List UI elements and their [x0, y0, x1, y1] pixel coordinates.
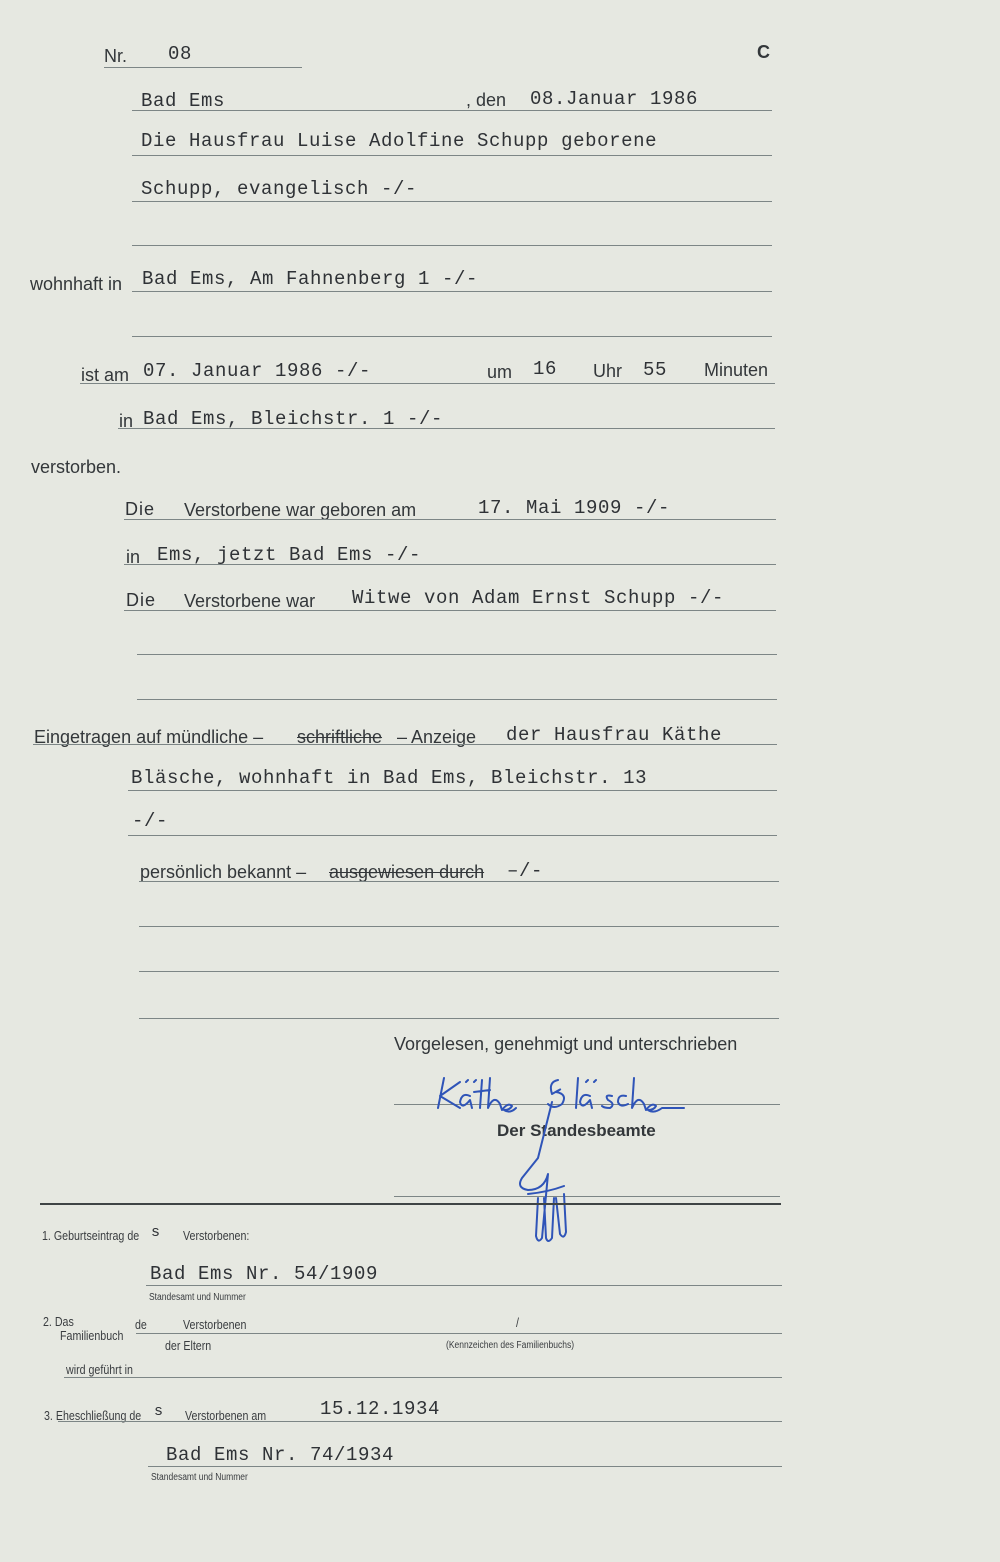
- residence-label: wohnhaft in: [30, 274, 123, 294]
- report-value-line3: -/-: [132, 810, 169, 832]
- death-place-value: Bad Ems, Bleichstr. 1 -/-: [143, 408, 444, 430]
- item2-label: Familienbuch: [60, 1328, 124, 1343]
- blank-rule1: [139, 926, 779, 927]
- minute-value: 55: [643, 359, 668, 381]
- known-value: –/-: [507, 860, 544, 882]
- item2-num: 2. Das: [43, 1314, 74, 1329]
- status-prefix: Die: [126, 590, 157, 610]
- birth-place-value: Ems, jetzt Bad Ems -/-: [157, 544, 422, 566]
- report-value-line1: der Hausfrau Käthe: [506, 724, 723, 746]
- item2-opt1: Verstorbenen: [183, 1317, 247, 1332]
- item2-kept: wird geführt in: [66, 1362, 133, 1377]
- hour-value: 16: [533, 358, 558, 380]
- residence-rule2: [132, 336, 772, 337]
- time-minuten-label: Minuten: [704, 360, 769, 380]
- nr-value: 08: [168, 43, 193, 65]
- deceased-line2: Schupp, evangelisch -/-: [141, 178, 418, 200]
- item3-typed: s: [154, 1403, 164, 1420]
- registrar-signature: [508, 1098, 578, 1246]
- place-date-line: [132, 110, 772, 111]
- death-date-rule: [80, 383, 775, 384]
- deceased-line1-rule: [132, 155, 772, 156]
- birth-place-rule: [124, 564, 776, 565]
- item1-suffix: Verstorbenen:: [183, 1228, 250, 1243]
- death-date-value: 07. Januar 1986 -/-: [143, 360, 372, 382]
- status-rule2: [137, 654, 777, 655]
- time-um-label: um: [487, 362, 513, 382]
- item1-rule: [146, 1285, 782, 1286]
- date-label: , den: [466, 90, 507, 110]
- known-label: persönlich bekannt –: [140, 862, 307, 882]
- birth-place-label: in: [126, 547, 141, 567]
- report-label-b: – Anzeige: [397, 727, 477, 747]
- item3-rule: [58, 1421, 782, 1422]
- known-rule: [139, 881, 779, 882]
- death-place-rule: [118, 428, 775, 429]
- birth-date-value: 17. Mai 1909 -/-: [478, 497, 671, 519]
- birth-date-rule: [124, 519, 776, 520]
- item1-caption: Standesamt und Nummer: [149, 1292, 246, 1303]
- deceased-line2-rule: [132, 201, 772, 202]
- item3-value-rule: [148, 1466, 782, 1467]
- report-value-line2: Bläsche, wohnhaft in Bad Ems, Bleichstr. 13: [131, 767, 648, 789]
- item3-caption: Standesamt und Nummer: [151, 1472, 248, 1483]
- date-value: 08.Januar 1986: [530, 88, 699, 110]
- corner-letter: C: [757, 42, 770, 62]
- registrar-signature-rule: [394, 1196, 780, 1197]
- report-rule1: [33, 744, 777, 745]
- nr-label: Nr.: [104, 46, 128, 66]
- known-struck: ausgewiesen durch: [329, 862, 485, 882]
- report-label-struck: schriftliche: [297, 727, 383, 747]
- item2-kept-rule: [64, 1377, 782, 1378]
- registrar-label: Der Standesbeamte: [497, 1121, 656, 1140]
- item1-typed: s: [151, 1224, 161, 1241]
- blank-rule2: [139, 971, 779, 972]
- item2-de: de: [135, 1317, 147, 1332]
- residence-rule: [132, 291, 772, 292]
- report-rule3: [128, 835, 777, 836]
- item2-slash: /: [516, 1315, 519, 1330]
- death-date-label: ist am: [81, 365, 130, 385]
- time-uhr-label: Uhr: [593, 361, 623, 381]
- footer-divider: [40, 1203, 781, 1205]
- item3-date: 15.12.1934: [320, 1398, 441, 1420]
- item1-label: 1. Geburtseintrag de: [42, 1228, 140, 1243]
- item1-value: Bad Ems Nr. 54/1909: [150, 1263, 379, 1285]
- item3-value: Bad Ems Nr. 74/1934: [166, 1444, 395, 1466]
- birth-label: Verstorbene war geboren am: [184, 500, 417, 520]
- death-verb: verstorben.: [31, 457, 122, 477]
- item2-caption: (Kennzeichen des Familienbuchs): [446, 1340, 575, 1351]
- birth-prefix: Die: [125, 499, 156, 519]
- status-label: Verstorbene war: [184, 591, 316, 611]
- blank-rule3: [139, 1018, 779, 1019]
- read-label: Vorgelesen, genehmigt und unterschrieben: [394, 1034, 738, 1054]
- status-rule3: [137, 699, 777, 700]
- death-place-label: in: [119, 411, 134, 431]
- item2-rule: [136, 1333, 782, 1334]
- status-value: Witwe von Adam Ernst Schupp -/-: [352, 587, 725, 609]
- status-rule: [124, 610, 776, 611]
- item3-label: 3. Eheschließung de: [44, 1408, 142, 1423]
- report-rule2: [128, 790, 777, 791]
- deceased-line1: Die Hausfrau Luise Adolfine Schupp geborene: [141, 130, 658, 152]
- residence-value: Bad Ems, Am Fahnenberg 1 -/-: [142, 268, 479, 290]
- item2-opt2: der Eltern: [165, 1338, 212, 1353]
- place-value: Bad Ems: [141, 90, 226, 112]
- deceased-line3-rule: [132, 245, 772, 246]
- report-label-a: Eingetragen auf mündliche –: [34, 727, 264, 747]
- item3-suffix: Verstorbenen am: [185, 1408, 267, 1423]
- nr-underline: [104, 67, 302, 68]
